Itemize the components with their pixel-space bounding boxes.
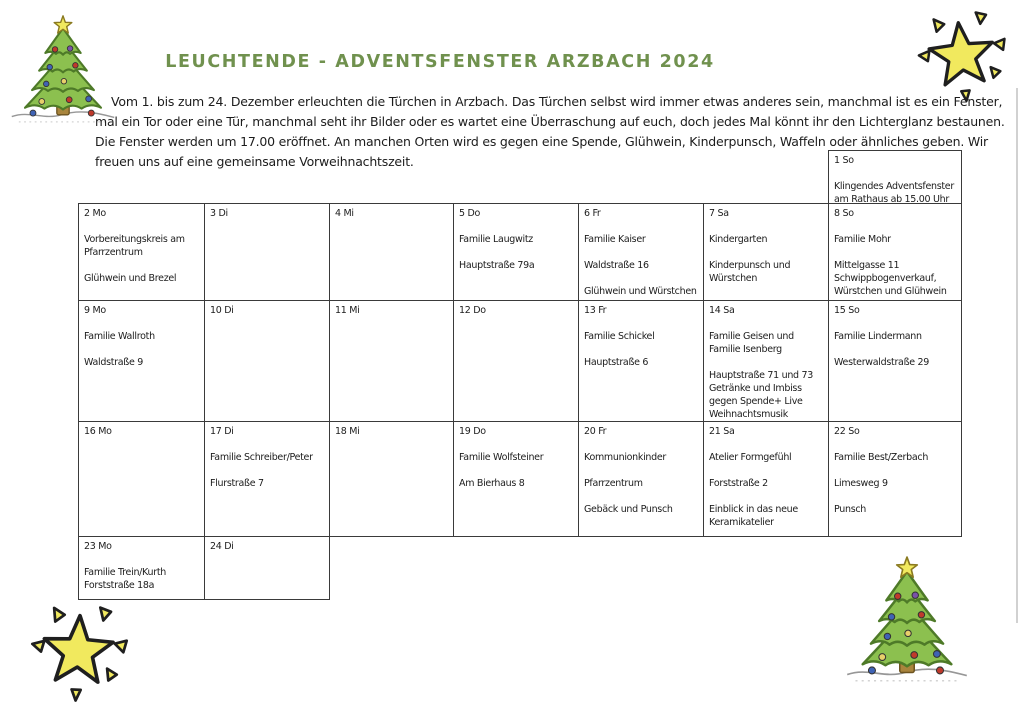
christmas-tree-icon: [845, 555, 969, 689]
calendar-cell-12-do: [453, 300, 579, 422]
cell-text-line: Flurstraße 7: [210, 478, 264, 489]
day-label: 5 Do: [459, 208, 480, 219]
cell-text-line: Am Bierhaus 8: [459, 478, 525, 489]
cell-text-line: Getränke und Imbiss: [709, 383, 802, 394]
day-label: 13 Fr: [584, 305, 607, 316]
cell-text-line: Westerwaldstraße 29: [834, 357, 930, 368]
calendar-cell-11-mi: [329, 300, 454, 422]
day-label: 18 Mi: [335, 426, 360, 437]
cell-text-line: Familie Geisen und: [709, 331, 794, 342]
calendar-cell-13-fr: [578, 300, 704, 422]
page-edge-artifact: [1016, 88, 1018, 623]
cell-text-line: Einblick in das neue: [709, 504, 798, 515]
day-label: 10 Di: [210, 305, 234, 316]
calendar-cell-9-mo: [78, 300, 205, 422]
cell-text-line: Weihnachtsmusik: [709, 409, 788, 420]
cell-text-line: Familie Kaiser: [584, 234, 646, 245]
cell-text-line: Glühwein und Brezel: [84, 273, 177, 284]
cell-text-line: Familie Lindermann: [834, 331, 922, 342]
cell-text-line: Familie Schreiber/Peter: [210, 452, 313, 463]
day-label: 17 Di: [210, 426, 234, 437]
calendar-cell-6-fr: [578, 203, 704, 301]
cell-text-line: Klingendes Adventsfenster: [834, 181, 954, 192]
day-label: 19 Do: [459, 426, 486, 437]
cell-text-line: [709, 490, 823, 503]
cell-text-line: [459, 246, 573, 259]
day-label: 21 Sa: [709, 426, 735, 437]
calendar-cell-4-mi: [329, 203, 454, 301]
cell-text-line: [584, 464, 698, 477]
calendar-cell-7-sa: [703, 203, 829, 301]
cell-text-line: [584, 490, 698, 503]
cell-text-line: Mittelgasse 11: [834, 260, 900, 271]
cell-text-line: [584, 272, 698, 285]
cell-text-line: Familie Laugwitz: [459, 234, 533, 245]
cell-text-line: Familie Wallroth: [84, 331, 155, 342]
cell-text-line: [834, 343, 956, 356]
day-label: 11 Mi: [335, 305, 360, 316]
day-label: 20 Fr: [584, 426, 607, 437]
cell-text-line: [709, 464, 823, 477]
day-label: 16 Mo: [84, 426, 112, 437]
day-label: 15 So: [834, 305, 860, 316]
day-label: 7 Sa: [709, 208, 729, 219]
cell-text-line: Forststraße 18a: [84, 580, 155, 591]
cell-text-line: Hauptstraße 6: [584, 357, 649, 368]
calendar-cell-1-so: [828, 150, 962, 204]
cell-text-line: Kommunionkinder: [584, 452, 667, 463]
calendar-cell-23-mo: [78, 536, 205, 600]
day-label: 1 So: [834, 155, 854, 166]
cell-text-line: Atelier Formgefühl: [709, 452, 792, 463]
cell-text-line: [834, 490, 956, 503]
cell-text-line: [210, 464, 324, 477]
calendar-cell-14-sa: [703, 300, 829, 422]
cell-text-line: Familie Best/Zerbach: [834, 452, 929, 463]
cell-text-line: Vorbereitungskreis am: [84, 234, 185, 245]
calendar-cell-10-di: [204, 300, 330, 422]
intro-paragraph: Vom 1. bis zum 24. Dezember erleuchten die Türchen in Arzbach. Das Türchen selbst wird immer etwas anderes sein, manchmal ist es ein Fenster, mal ein Tor oder eine Tür, manchmal seht ihr Bilder oder es wartet eine Überraschung auf euch, doch jedes Mal könnt ihr den Lichterglanz bestaunen. Die Fenster werden um 17.00 eröffnet. An manchen Orten wird es gegen eine Spende, Glühwein, Kinderpunsch, Waffeln oder ähnliches geben. Wir freuen uns auf eine gemeinsame Vorweihnachtszeit.: [95, 94, 1005, 169]
day-label: 14 Sa: [709, 305, 735, 316]
cell-text-line: am Rathaus ab 15.00 Uhr: [834, 194, 949, 204]
cell-text-line: Limesweg 9: [834, 478, 888, 489]
day-label: 12 Do: [459, 305, 486, 316]
cell-text-line: Keramikatelier: [709, 517, 774, 528]
cell-text-line: Hauptstraße 71 und 73: [709, 370, 813, 381]
cell-text-line: [709, 246, 823, 259]
day-label: 3 Di: [210, 208, 228, 219]
cell-text-line: Pfarrzentrum: [84, 247, 143, 258]
cell-text-line: Pfarrzentrum: [584, 478, 643, 489]
cell-text-line: Glühwein und Würstchen: [584, 286, 697, 297]
cell-text-line: [584, 246, 698, 259]
cell-text-line: [709, 356, 823, 369]
day-label: 2 Mo: [84, 208, 106, 219]
calendar-cell-21-sa: [703, 421, 829, 537]
cell-text-line: [459, 464, 573, 477]
cell-text-line: [834, 246, 956, 259]
day-label: 6 Fr: [584, 208, 601, 219]
day-label: 23 Mo: [84, 541, 112, 552]
day-label: 22 So: [834, 426, 860, 437]
cell-text-line: Schwippbogenverkauf,: [834, 273, 937, 284]
cell-text-line: Familie Isenberg: [709, 344, 782, 355]
calendar-cell-22-so: [828, 421, 962, 537]
calendar-cell-19-do: [453, 421, 579, 537]
calendar-cell-2-mo: [78, 203, 205, 301]
cell-text-line: Kindergarten: [709, 234, 768, 245]
calendar-cell-18-mi: [329, 421, 454, 537]
calendar-cell-17-di: [204, 421, 330, 537]
cell-text-line: Forststraße 2: [709, 478, 768, 489]
cell-text-line: [84, 259, 199, 272]
day-label: 24 Di: [210, 541, 234, 552]
calendar-cell-15-so: [828, 300, 962, 422]
calendar-cell-20-fr: [578, 421, 704, 537]
sparkle-star-icon: [25, 599, 130, 708]
cell-text-line: Familie Trein/Kurth: [84, 567, 166, 578]
cell-text-line: gegen Spende+ Live: [709, 396, 803, 407]
day-label: 9 Mo: [84, 305, 106, 316]
cell-text-line: [84, 343, 199, 356]
calendar-cell-3-di: [204, 203, 330, 301]
calendar-cell-16-mo: [78, 421, 205, 537]
cell-text-line: Familie Wolfsteiner: [459, 452, 544, 463]
day-label: 8 So: [834, 208, 854, 219]
calendar-cell-8-so: [828, 203, 962, 301]
cell-text-line: Punsch: [834, 504, 866, 515]
cell-text-line: [584, 343, 698, 356]
cell-text-line: Würstchen: [709, 273, 758, 284]
cell-text-line: Hauptstraße 79a: [459, 260, 535, 271]
cell-text-line: Waldstraße 9: [84, 357, 143, 368]
cell-text-line: Kinderpunsch und: [709, 260, 791, 271]
day-label: 4 Mi: [335, 208, 354, 219]
calendar-cell-5-do: [453, 203, 579, 301]
page-title: LEUCHTENDE - ADVENTSFENSTER ARZBACH 2024: [165, 52, 715, 72]
cell-text-line: Gebäck und Punsch: [584, 504, 673, 515]
cell-text-line: Waldstraße 16: [584, 260, 649, 271]
cell-text-line: [834, 464, 956, 477]
cell-text-line: Familie Mohr: [834, 234, 891, 245]
cell-text-line: Familie Schickel: [584, 331, 655, 342]
calendar-cell-24-di: [204, 536, 330, 600]
cell-text-line: Würstchen und Glühwein: [834, 286, 947, 297]
